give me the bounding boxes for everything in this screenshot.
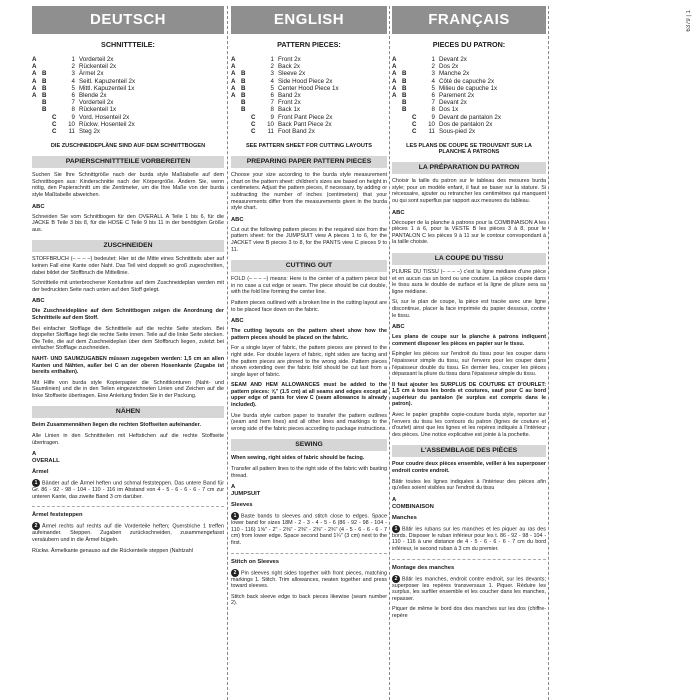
piece-b: B (241, 70, 246, 78)
language-header: FRANÇAIS (392, 6, 546, 34)
piece-c (251, 99, 262, 106)
column-english (231, 6, 387, 700)
section-sewing-step2-title: Ärmel feststeppen (32, 512, 83, 519)
piece-c (412, 99, 423, 106)
piece-b (42, 56, 52, 63)
piece-b: B (241, 84, 246, 92)
column-deutsch (32, 6, 224, 700)
section-cutting-text4: For a single layer of fabric, the pattern pieces are pinned to the right side. For double layers of fabric, right sides are facing and the pattern pieces are pinned to the wrong side. Pattern pieces shown extending over the fabric fold should be cut last from a single layer of fabric. (231, 345, 387, 378)
section-sewing-view-name: JUMPSUIT (231, 491, 261, 498)
piece-a: A (392, 77, 397, 85)
section-cutting-text3: Les plans de coupe sur la planche à patrons indiquent comment disposer les pièces en papier sur le tissu. (392, 334, 546, 347)
section-cutting-header: ZUSCHNEIDEN (32, 240, 224, 252)
section-sewing-step2-title: Montage des manches (392, 564, 455, 571)
pattern-piece-row (32, 92, 224, 99)
piece-name: Vorderteil 2x (79, 56, 114, 63)
piece-b: B (42, 99, 47, 107)
piece-num: 6 (71, 92, 75, 100)
section-cutting-text3: Die Zuschneidepläne auf dem Schnittbogen zeigen die Anordnung der Schnittteile auf dem Stoff. (32, 308, 224, 321)
piece-c (52, 63, 63, 70)
section-cutting-header: LA COUPE DU TISSU (392, 253, 546, 265)
pattern-piece-row (392, 70, 546, 77)
piece-c: C (52, 128, 57, 136)
section-cutting-text5: Il faut ajouter les SURPLUS DE COUTURE ET D'OURLET: 1,5 cm à tous les bords et coutures, sauf pour C au bord supérieur du pantalon (le surplus est compris dans le patron). (392, 381, 546, 408)
pattern-piece-row (231, 85, 387, 92)
pieces-title: SCHNITTTEILE: (101, 40, 155, 49)
piece-a: A (32, 77, 37, 85)
divider (231, 553, 387, 554)
pattern-piece-row (231, 106, 387, 113)
piece-name: Rückenteil 2x (79, 63, 117, 71)
column-separator (548, 6, 549, 700)
piece-a: A (392, 70, 397, 78)
piece-num: 9 (270, 113, 274, 121)
piece-num: 8 (270, 106, 274, 114)
section-sewing-step-title: Manches (392, 514, 417, 521)
pattern-piece-row (32, 114, 224, 121)
piece-c: C (52, 113, 57, 121)
section-sewing-text2: Transfer all pattern lines to the right side of the fabric with basting thread. (231, 466, 387, 479)
section-sewing-step-title: Ärmel (32, 469, 49, 476)
pattern-piece-row (392, 78, 546, 85)
piece-name: Dos de pantalon 2x (439, 120, 493, 128)
section-sewing-step2-title: Stitch on Sleeves (231, 558, 280, 565)
piece-name: Mittl. Kapuzenteil 1x (79, 84, 135, 92)
piece-a: A (32, 70, 37, 78)
piece-c: C (251, 113, 256, 121)
pattern-piece-row (32, 63, 224, 70)
pattern-piece-row (231, 78, 387, 85)
pattern-piece-row (231, 92, 387, 99)
piece-a: A (32, 84, 37, 92)
step-number-icon: 1 (32, 479, 40, 487)
section-sewing-step-title: Sleeves (231, 502, 253, 509)
piece-b: B (402, 92, 407, 100)
section-sewing-step2 (32, 522, 224, 543)
piece-a (32, 114, 42, 121)
piece-a: A (231, 77, 236, 85)
piece-c (412, 70, 423, 77)
piece-num: 7 (270, 99, 274, 107)
piece-b: B (402, 106, 407, 114)
piece-c: C (52, 120, 57, 128)
piece-c: C (251, 128, 256, 136)
piece-a (231, 106, 241, 113)
pattern-piece-row (231, 56, 387, 63)
divider (392, 559, 546, 560)
step-number-icon: 1 (231, 512, 239, 520)
column-separator (389, 6, 390, 700)
piece-num: 11 (428, 128, 435, 136)
piece-name: Sous-pied 2x (439, 128, 476, 136)
piece-b (241, 128, 251, 135)
piece-a: A (32, 56, 37, 63)
piece-c: C (412, 128, 417, 136)
section-sewing-step2 (392, 575, 546, 603)
section-cutting-text5: NAHT- UND SAUMZUGABEN müssen zugegeben werden: 1,5 cm an allen Kanten und Nähten, außer bei C an der oberen Hosenkante (Zugabe ist bereits enthalten). (32, 355, 224, 376)
pattern-piece-row (392, 85, 546, 92)
piece-a: A (231, 84, 236, 92)
piece-b: B (42, 70, 47, 78)
piece-c (412, 85, 423, 92)
piece-b: B (42, 92, 47, 100)
piece-num: 1 (431, 56, 435, 63)
piece-num: 2 (270, 63, 274, 71)
piece-b (42, 114, 52, 121)
piece-name: Côté de capuche 2x (439, 77, 495, 85)
pattern-piece-row (32, 78, 224, 85)
piece-a: A (32, 92, 37, 100)
piece-name: Steg 2x (79, 128, 100, 136)
pattern-piece-row (392, 99, 546, 106)
piece-name: Devant 2x (439, 56, 467, 63)
pattern-piece-row (392, 63, 546, 70)
piece-a: A (392, 63, 397, 71)
piece-a (32, 106, 42, 113)
piece-b: B (42, 84, 47, 92)
piece-num: 7 (71, 99, 75, 107)
divider (32, 506, 224, 507)
piece-name: Front Pant Piece 2x (278, 113, 333, 121)
pattern-piece-row (32, 106, 224, 113)
piece-num: 7 (431, 99, 435, 107)
piece-c (251, 106, 262, 113)
section-cutting-text6: Use burda style carbon paper to transfer the pattern outlines (seam and hem lines) and all other lines and markings to the wrong side of the fabric pieces according to package instructions. (231, 412, 387, 432)
section-sewing-step2 (231, 569, 387, 590)
piece-name: Band 2x (278, 92, 301, 100)
piece-b (241, 114, 251, 121)
piece-a: A (392, 84, 397, 92)
pattern-piece-row (392, 92, 546, 99)
piece-c (251, 78, 262, 85)
piece-name: Blende 2x (79, 92, 107, 100)
piece-b: B (42, 106, 47, 114)
piece-num: 11 (267, 128, 274, 136)
section-prepare-text: Choose your size according to the burda style measurement chart on the pattern sheet: children's sizes are based on height in centimeters. Adjust the pattern pieces, if necessary, by adding or subtracting the number of inches (centimeters) that your measurements differ from the measurements given in the burda style chart. (231, 172, 387, 212)
pattern-piece-row (392, 128, 546, 135)
column-separator (227, 6, 228, 700)
piece-b (241, 63, 251, 70)
piece-a (231, 114, 241, 121)
piece-b (402, 63, 412, 70)
piece-c (251, 70, 262, 77)
section-sewing-step3-text: Piquer de même le bord dos des manches sur les dos (chiffre-repère (392, 606, 546, 620)
piece-num: 10 (428, 120, 435, 128)
piece-name: Vord. Hosenteil 2x (79, 113, 130, 121)
piece-num: 6 (270, 92, 274, 100)
piece-a: A (392, 56, 397, 63)
piece-name: Devant de pantalon 2x (439, 113, 501, 121)
section-cutting-header: CUTTING OUT (231, 260, 387, 272)
piece-num: 5 (270, 84, 274, 92)
piece-name: Milieu de capuche 1x (439, 84, 498, 92)
section-cutting-text: STOFFBRUCH (– – – –) bedeutet: Hier ist die Mitte eines Schnittteils aber auf keinen Fall eine Kante oder Naht. Das Teil wird doppelt so groß zugeschnitten, dabei bildet der Stoffbruch die Mittellinie. (32, 256, 224, 276)
piece-name: Vorderteil 2x (79, 99, 114, 107)
piece-c (251, 85, 262, 92)
step2-text: Ärmel rechts auf rechts auf die Vorderteile heften; Querstriche 1 treffen aufeinander. Steppen. Zugaben zurückschneiden, zusammengefasst versäubern und in die Ärmel bügeln. (32, 523, 224, 544)
pattern-piece-row (392, 56, 546, 63)
piece-num: 8 (71, 106, 75, 114)
piece-num: 4 (71, 77, 75, 85)
pattern-piece-row (231, 114, 387, 121)
section-sewing-view: A (231, 484, 236, 491)
pattern-piece-row (231, 128, 387, 135)
piece-num: 4 (270, 77, 274, 85)
piece-b: B (241, 77, 246, 85)
pattern-piece-row (231, 63, 387, 70)
piece-num: 1 (71, 56, 75, 63)
section-prepare-header: LA PRÉPARATION DU PATRON (392, 162, 546, 174)
section-sewing-view: A (32, 451, 37, 458)
piece-b: B (402, 99, 407, 107)
step1-text: Bänder auf die Ärmel heften und schmal feststeppen. Das untere Band für Gr. 86 - 92 - 98 - 104 - 110 - 116 im Abstand von 4 - 5 - 6 - 6 - 6 - 7 cm zur unteren Kante, das zweite Band 3 cm darüber. (32, 480, 224, 500)
piece-c (251, 92, 262, 99)
piece-name: Dos 1x (439, 106, 459, 114)
pattern-piece-row (32, 85, 224, 92)
piece-name: Center Hood Piece 1x (278, 84, 339, 92)
section-cutting-text2: Pattern pieces outlined with a broken line in the cutting layout are to be placed face down on the fabric. (231, 299, 387, 313)
section-prepare-header: PREPARING PAPER PATTERN PIECES (231, 156, 387, 168)
piece-c (52, 85, 63, 92)
piece-a (392, 114, 402, 121)
section-cutting-text6: Mit Hilfe von burda style Kopierpapier die Schnittkonturen (Naht- und Saumlinien) und die in den Teilen eingezeichneten Linien und Zeichen auf die linke Stoffseite übertragen. Eine Anleitung finden Sie in der Packung. (32, 379, 224, 399)
pieces-list (231, 56, 387, 135)
piece-a (231, 128, 241, 135)
piece-a: A (392, 92, 397, 100)
piece-b (241, 56, 251, 63)
piece-a (392, 121, 402, 128)
piece-c (412, 56, 423, 63)
side-code: 6379 | 1 (686, 10, 692, 32)
section-cutting-text2: Schnittteile mit unterbrochener Konturlinie auf dem Zuschneideplan werden mit der bedruckten Seite nach unten auf den Stoff gelegt. (32, 280, 224, 293)
pieces-list (32, 56, 224, 135)
piece-num: 4 (431, 77, 435, 85)
piece-num: 6 (431, 92, 435, 100)
piece-a (231, 121, 241, 128)
piece-num: 10 (68, 120, 75, 128)
piece-a: A (231, 56, 236, 63)
piece-name: Back 1x (278, 106, 301, 114)
piece-b: B (42, 77, 47, 85)
pattern-piece-row (392, 114, 546, 121)
piece-num: 2 (71, 63, 75, 71)
section-sewing-header: SEWING (231, 439, 387, 451)
piece-name: Dos 2x (439, 63, 459, 71)
section-cutting-text3: The cutting layouts on the pattern sheet show how the pattern pieces should be placed on the fabric. (231, 328, 387, 341)
piece-name: Devant 2x (439, 99, 467, 107)
section-cutting-text: FOLD (– – – –) means: Here is the center of a pattern piece but in no case a cut edge or seam. The piece should be cut double, with the fold line forming the center line. (231, 276, 387, 296)
piece-num: 11 (68, 128, 75, 136)
piece-a (392, 106, 402, 113)
column-francais (392, 6, 546, 700)
piece-name: Ärmel 2x (79, 70, 104, 78)
piece-name: Rückw. Hosenteil 2x (79, 120, 135, 128)
section-sewing-text: When sewing, right sides of fabric should be facing. (231, 455, 365, 462)
step-number-icon: 2 (32, 522, 40, 530)
pattern-piece-row (392, 106, 546, 113)
cutting-layout-note: LES PLANS DE COUPE SE TROUVENT SUR LA PLANCHE À PATRONS (406, 143, 532, 156)
section-cutting-sub: ABC (32, 298, 45, 305)
pattern-piece-row (231, 121, 387, 128)
piece-b (42, 128, 52, 135)
piece-num: 9 (71, 113, 75, 121)
step-number-icon: 2 (392, 575, 400, 583)
section-prepare-text: Choisir la taille du patron sur le tableau des mesures burda style; pour un modèle enfant, il faut se baser sur la stature. Si nécessaire, ajouter ou retrancher les centimètres qui manquent ou qui sont superflus par rapport aux mesures du tableau. (392, 178, 546, 205)
piece-c (412, 92, 423, 99)
piece-c (251, 56, 262, 63)
step-number-icon: 1 (392, 525, 400, 533)
section-sewing-view: A (392, 496, 397, 503)
piece-c (251, 63, 262, 70)
piece-name: Parement 2x (439, 92, 475, 100)
step-number-icon: 2 (231, 569, 239, 577)
language-header: DEUTSCH (32, 6, 224, 34)
piece-name: Manche 2x (439, 70, 470, 78)
section-sewing-header: NÄHEN (32, 406, 224, 418)
piece-a: A (231, 63, 236, 71)
section-sewing-step1 (32, 479, 224, 500)
section-cutting-text4: Épingler les pièces sur l'endroit du tissu pour les couper dans l'épaisseur simple du tissu, sur l'envers pour les couper dans l'épaisseur double du tissu. En dernier lieu, couper les pièces dépassant la pliure du tissu dans l'épaisseur simple du tissu. (392, 351, 546, 378)
piece-name: Foot Band 2x (278, 128, 315, 136)
section-prepare-text: Suchen Sie Ihre Schnittgröße nach der burda style Maßtabelle auf dem Schnittbogen aus: Kinderschnitte nach der Körpergröße. Ändern Sie, wenn nötig, den Papierschnitt um die Zentimeter, um die Ihre Maße von der burda style Maßtabelle abweichen. (32, 172, 224, 199)
piece-a (32, 121, 42, 128)
pieces-title: PATTERN PIECES: (277, 40, 341, 49)
piece-c (52, 99, 63, 106)
step2-text: Pin sleeves right sides together with front pieces, matching markings 1. Stitch. Trim allowances, neaten together and press toward sleeves. (231, 570, 387, 590)
section-cutting-text4: Bei einfacher Stofflage die Schnittteile auf die rechte Seite stecken. Bei doppelter Stofflage liegt die rechte Seite innen. Teile auf die linke Seite stecken. Die Teile, die auf dem Zuschneideplan über dem Stoffbruch liegen, zuletzt bei einfacher Stofflage zuschneiden. (32, 325, 224, 352)
piece-num: 5 (71, 84, 75, 92)
piece-a: A (231, 70, 236, 78)
piece-b: B (402, 70, 407, 78)
piece-b: B (241, 92, 246, 100)
pattern-piece-row (32, 99, 224, 106)
pattern-piece-row (392, 121, 546, 128)
piece-num: 3 (431, 70, 435, 78)
piece-c (52, 70, 63, 77)
step1-text: Baste bands to sleeves and stitch close to edges. Space lower band for sizes 18M - 2 - 3 - 4 - 5 - 6 (86 - 92 - 98 - 104 - 110 - 116) 1⅝" - 2" - 2⅜" - 2⅜" - 2⅜" - 2¾" (4 - 5 - 6 - 6 - 6 - 7 cm) from lower edge. Space second band 1¼" (3 cm) next to the first. (231, 513, 387, 547)
pattern-piece-row (32, 56, 224, 63)
section-cutting-sub: ABC (231, 318, 244, 325)
section-prepare-sub: ABC (231, 216, 244, 223)
section-sewing-text2: Bâtir toutes les lignes indiquées à l'intérieur des pièces afin qu'elles soient visibles sur l'endroit du tissu (392, 478, 546, 492)
piece-c (52, 56, 63, 63)
section-prepare-sub: ABC (392, 209, 405, 216)
piece-name: Side Hood Piece 2x (278, 77, 333, 85)
piece-a (32, 99, 42, 106)
piece-a (32, 128, 42, 135)
piece-name: Sleeve 2x (278, 70, 306, 78)
piece-b: B (402, 77, 407, 85)
section-prepare-text2: Cut out the following pattern pieces in the required size from the pattern sheet: for the JUMPSUIT view A pieces 1 to 6, for the JACKET view B pieces 3 to 8, for the PANTS view C pieces 9 to 11. (231, 226, 387, 253)
section-sewing-step3-text: Stitch back sleeve edge to back pieces likewise (seam number 2). (231, 593, 387, 607)
piece-b (42, 63, 52, 70)
piece-c (412, 106, 423, 113)
pattern-piece-row (231, 70, 387, 77)
section-cutting-text5: SEAM AND HEM ALLOWANCES must be added to the pattern pieces: ⅝" (1.5 cm) at all seams and edges except at upper edge of pants for view C (seam allowance is already included). (231, 382, 387, 409)
piece-name: Front 2x (278, 56, 301, 63)
piece-c: C (412, 113, 417, 121)
piece-b: B (241, 99, 246, 107)
language-header: ENGLISH (231, 6, 387, 34)
pattern-piece-row (32, 121, 224, 128)
cutting-layout-note: SEE PATTERN SHEET FOR CUTTING LAYOUTS (245, 143, 373, 150)
piece-num: 8 (431, 106, 435, 114)
pattern-piece-row (32, 128, 224, 135)
section-cutting-text: PLIURE DU TISSU (– – – –) c'est la ligne médiane d'une pièce et en aucun cas un bord ou une couture. La pièce coupée dans le tissu aura le double de surface et la ligne de pliure sera sa ligne médiane. (392, 268, 546, 295)
section-sewing-view-name: COMBINAISON (392, 503, 434, 510)
section-cutting-sub: ABC (392, 324, 405, 331)
piece-b: B (241, 106, 246, 114)
piece-b (402, 56, 412, 63)
pieces-title: PIECES DU PATRON: (432, 40, 506, 49)
piece-name: Seitl. Kapuzenteil 2x (79, 77, 136, 85)
piece-b (42, 121, 52, 128)
piece-c (412, 63, 423, 70)
piece-a (392, 99, 402, 106)
piece-num: 2 (431, 63, 435, 71)
section-cutting-text2: Si, sur le plan de coupe, la pièce est tracée avec une ligne discontinue, placer la face imprimée du papier dessous, contre le tissu. (392, 299, 546, 319)
piece-c (52, 106, 63, 113)
piece-b (241, 121, 251, 128)
piece-c: C (412, 120, 417, 128)
piece-b (402, 114, 412, 121)
pieces-list (392, 56, 546, 135)
section-prepare-text2: Schneiden Sie vom Schnittbogen für den OVERALL A Teile 1 bis 6, für die JACKE B Teile 3 bis 8, für die HOSE C Teile 9 bis 11 in der benötigten Größe aus. (32, 213, 224, 233)
piece-name: Rückenteil 1x (79, 106, 117, 114)
section-sewing-header: L'ASSEMBLAGE DES PIÈCES (392, 445, 546, 457)
step2-text: Bâtir les manches, endroit contre endroit, sur les devants; superposer les repères transversaux 1. Piquer. Réduire les surplus, les surfiler ensemble et les coucher dans les manches, repasser. (392, 576, 546, 602)
section-sewing-view-name: OVERALL (32, 458, 60, 465)
piece-c (412, 78, 423, 85)
piece-c (52, 92, 63, 99)
piece-a: A (32, 63, 37, 71)
piece-num: 3 (270, 70, 274, 78)
section-sewing-step3-text: Rückw. Ärmelkante genauso auf die Rückenteile steppen (Nahtzahl (32, 547, 193, 554)
pattern-piece-row (231, 99, 387, 106)
piece-a: A (231, 92, 236, 100)
section-sewing-text: Pour coudre deux pièces ensemble, veiller à les superposer endroit contre endroit. (392, 461, 546, 475)
piece-b (402, 121, 412, 128)
section-prepare-header: PAPIERSCHNITTTEILE VORBEREITEN (32, 156, 224, 168)
piece-a (231, 99, 241, 106)
section-prepare-sub: ABC (32, 203, 45, 210)
piece-num: 10 (267, 120, 274, 128)
piece-num: 9 (431, 113, 435, 121)
pattern-piece-row (32, 70, 224, 77)
cutting-layout-note: DIE ZUSCHNEIDEPLÄNE SIND AUF DEM SCHNITTBOGEN (50, 143, 206, 150)
section-cutting-text6: Avec le papier graphite copie-couture burda style, reporter sur l'envers du tissu les contours du patron (lignes de couture et d'ourlet) ainsi que les lignes et les repères indiqués à l'intérieur des pièces. Une notice explicative est jointe à la pochette. (392, 412, 546, 438)
piece-name: Back 2x (278, 63, 301, 71)
piece-a (392, 128, 402, 135)
piece-num: 3 (71, 70, 75, 78)
piece-num: 1 (270, 56, 274, 63)
section-sewing-step1 (392, 525, 546, 553)
piece-name: Back Pant Piece 2x (278, 120, 332, 128)
piece-b: B (402, 84, 407, 92)
section-sewing-text: Beim Zusammennähen liegen die rechten Stoffseiten aufeinander. (32, 422, 201, 429)
step1-text: Bâtir les rubans sur les manches et les piquer au ras des bords. Disposer le ruban inférieur pour les t. 86 - 92 - 98 - 104 - 110 - 116 à une distance de 4 - 5 - 6 - 6 - 6 - 7 cm du bord inférieur, le second ruban à 3 cm du premier. (392, 526, 546, 553)
section-sewing-text2: Alle Linien in den Schnittteilen mit Heftstichen auf die rechte Stoffseite übertragen. (32, 433, 224, 446)
piece-c: C (251, 120, 256, 128)
piece-c (52, 78, 63, 85)
section-prepare-text2: Découper de la planche à patrons pour la COMBINAISON A les pièces 1 à 6, pour la VESTE B les pièces 3 à 8, pour le PANTALON C les pièces 9 à 11 sur le contour correspondant à la taille choisie. (392, 219, 546, 246)
piece-name: Front 2x (278, 99, 301, 107)
piece-num: 5 (431, 84, 435, 92)
piece-b (402, 128, 412, 135)
section-sewing-step1 (231, 512, 387, 546)
